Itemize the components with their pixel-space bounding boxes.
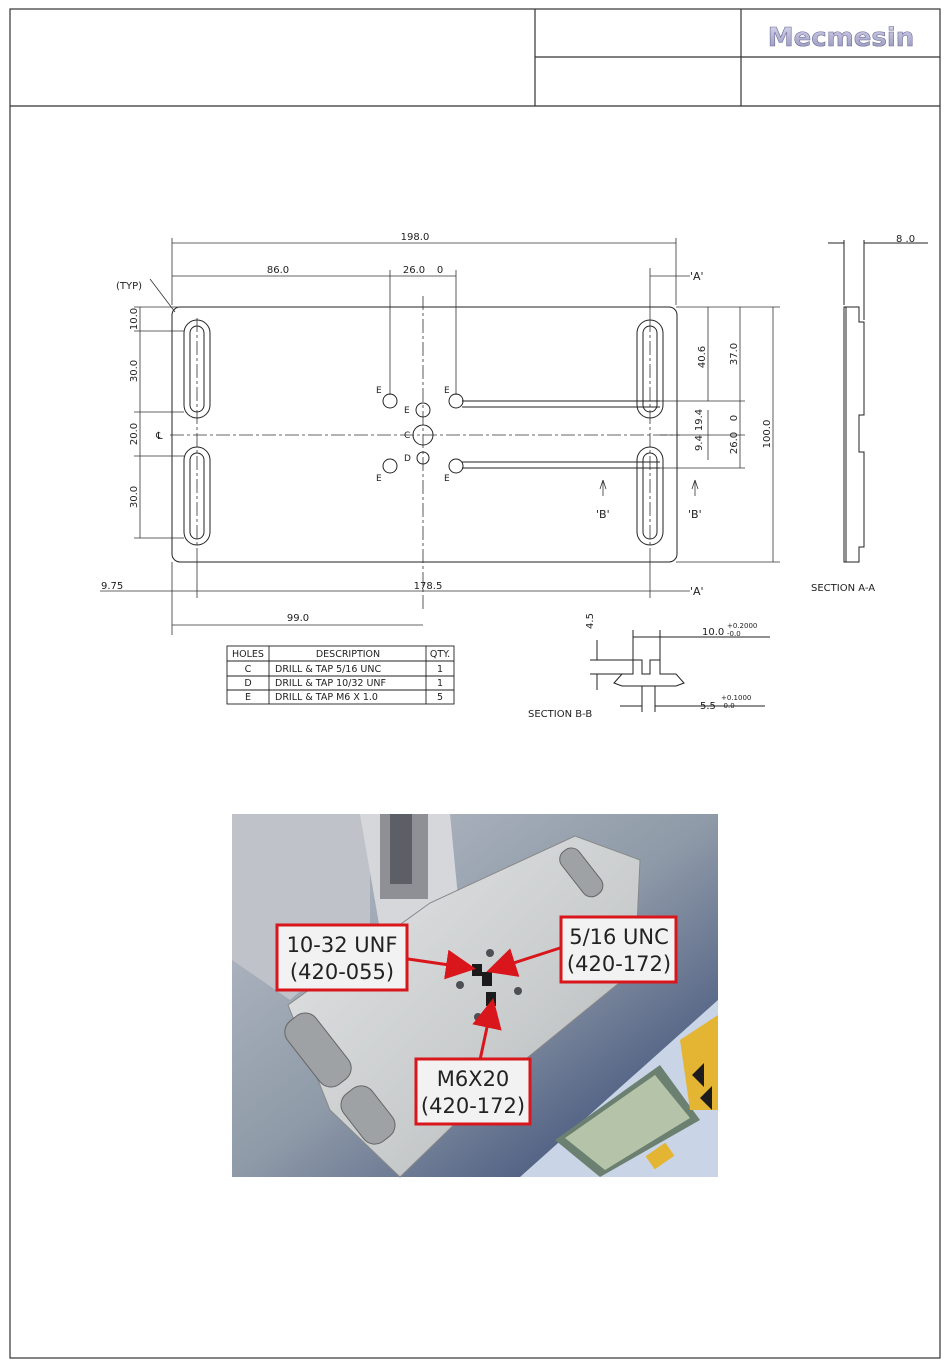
hole-label-d: D bbox=[404, 454, 411, 464]
dim-26-suffix: 0 bbox=[436, 265, 444, 276]
callout-10-32-unf-line2: (420-055) bbox=[289, 960, 395, 984]
table-row-description: DRILL & TAP 5/16 UNC bbox=[275, 664, 382, 675]
dim-100-0: 100.0 bbox=[762, 419, 773, 449]
section-aa-label: SECTION A-A bbox=[811, 583, 876, 594]
section-bb-dim-5-5: 5.5 bbox=[700, 701, 716, 712]
section-a-mark-bottom: 'A' bbox=[690, 585, 704, 598]
table-header-description: DESCRIPTION bbox=[315, 649, 381, 660]
hole-e-bl bbox=[383, 459, 397, 473]
callout-m6x20 bbox=[416, 1059, 530, 1124]
hole-label-c: C bbox=[404, 431, 411, 441]
section-bb-label: SECTION B-B bbox=[528, 709, 593, 720]
section-b-mark-right: 'B' bbox=[688, 508, 702, 521]
hole-label-e3: E bbox=[404, 406, 410, 416]
section-bb-dim-10: 10.0 bbox=[702, 627, 725, 638]
center-lines bbox=[170, 296, 680, 610]
dim-178-5: 178.5 bbox=[413, 581, 443, 592]
dim-37-0: 37.0 bbox=[729, 342, 740, 366]
dim-86: 86.0 bbox=[266, 265, 290, 276]
section-a-mark-top: 'A' bbox=[690, 270, 704, 283]
section-bb-tol-10-lower: -0.0 bbox=[727, 630, 741, 638]
table-header-qty: QTY. bbox=[429, 649, 451, 660]
dim-26: 26.0 bbox=[402, 265, 426, 276]
table-row: E bbox=[244, 692, 252, 703]
hole-label-e2: E bbox=[444, 386, 450, 396]
callout-m6x20-line1: M6X20 bbox=[436, 1067, 510, 1091]
dim-30-top-left: 30.0 bbox=[129, 359, 140, 383]
section-aa-view bbox=[828, 240, 928, 562]
dim-30-bottom-left: 30.0 bbox=[129, 485, 140, 509]
table-header-holes: HOLES bbox=[232, 649, 264, 660]
section-bb-tol-5-5-lower: -0.0 bbox=[721, 702, 735, 710]
callout-5-16-unc-line2: (420-172) bbox=[566, 952, 672, 976]
callout-10-32-unf-line1: 10-32 UNF bbox=[286, 933, 398, 957]
dim-19-4: 19.4 bbox=[694, 408, 705, 432]
section-bb-tol-5-5-upper: +0.1000 bbox=[721, 694, 752, 702]
typ-label: (TYP) bbox=[116, 281, 143, 292]
hole-e-br bbox=[449, 459, 463, 473]
callout-10-32-unf bbox=[277, 925, 407, 990]
brand-logo: Mecmesin bbox=[767, 23, 915, 53]
plate-outline bbox=[172, 307, 677, 562]
dim-40-6: 40.6 bbox=[697, 345, 708, 369]
table-row-qty: 1 bbox=[436, 678, 444, 689]
section-bb-dim-4-5: 4.5 bbox=[585, 613, 596, 629]
hole-label-e4: E bbox=[376, 474, 382, 484]
table-row-description: DRILL & TAP M6 X 1.0 bbox=[275, 692, 378, 703]
table-row-qty: 5 bbox=[436, 692, 444, 703]
table-row-qty: 1 bbox=[436, 664, 444, 675]
callout-5-16-unc bbox=[561, 917, 676, 982]
hole-e-tr bbox=[449, 394, 463, 408]
section-aa-dim: 8 .0 bbox=[896, 234, 916, 245]
dim-9-75: 9.75 bbox=[101, 581, 124, 592]
dim-0-right: 0 bbox=[729, 414, 740, 422]
hole-e-tl bbox=[383, 394, 397, 408]
dim-26-0-right: 26.0 bbox=[729, 431, 740, 455]
callout-5-16-unc-line1: 5/16 UNC bbox=[569, 925, 669, 949]
section-b-mark-left: 'B' bbox=[596, 508, 610, 521]
dim-198: 198.0 bbox=[400, 232, 430, 243]
dim-9-4: 9.4 bbox=[694, 435, 705, 451]
callout-m6x20-line2: (420-172) bbox=[420, 1094, 526, 1118]
dim-20-left: 20.0 bbox=[129, 422, 140, 446]
plan-view-labels bbox=[101, 232, 773, 624]
section-bb-tol-10-upper: +0.2000 bbox=[727, 622, 758, 630]
dim-10-left: 10.0 bbox=[129, 307, 140, 331]
hole-extension-lines bbox=[462, 401, 660, 468]
dimension-lines bbox=[100, 238, 780, 635]
hole-label-e1: E bbox=[376, 386, 382, 396]
table-row: C bbox=[244, 664, 252, 675]
hole-label-e5: E bbox=[444, 474, 450, 484]
dim-99: 99.0 bbox=[286, 613, 310, 624]
centerline-symbol: ℄ bbox=[156, 431, 163, 442]
table-row: D bbox=[244, 678, 252, 689]
table-row-description: DRILL & TAP 10/32 UNF bbox=[275, 678, 386, 689]
plate-plan-view bbox=[172, 307, 677, 562]
